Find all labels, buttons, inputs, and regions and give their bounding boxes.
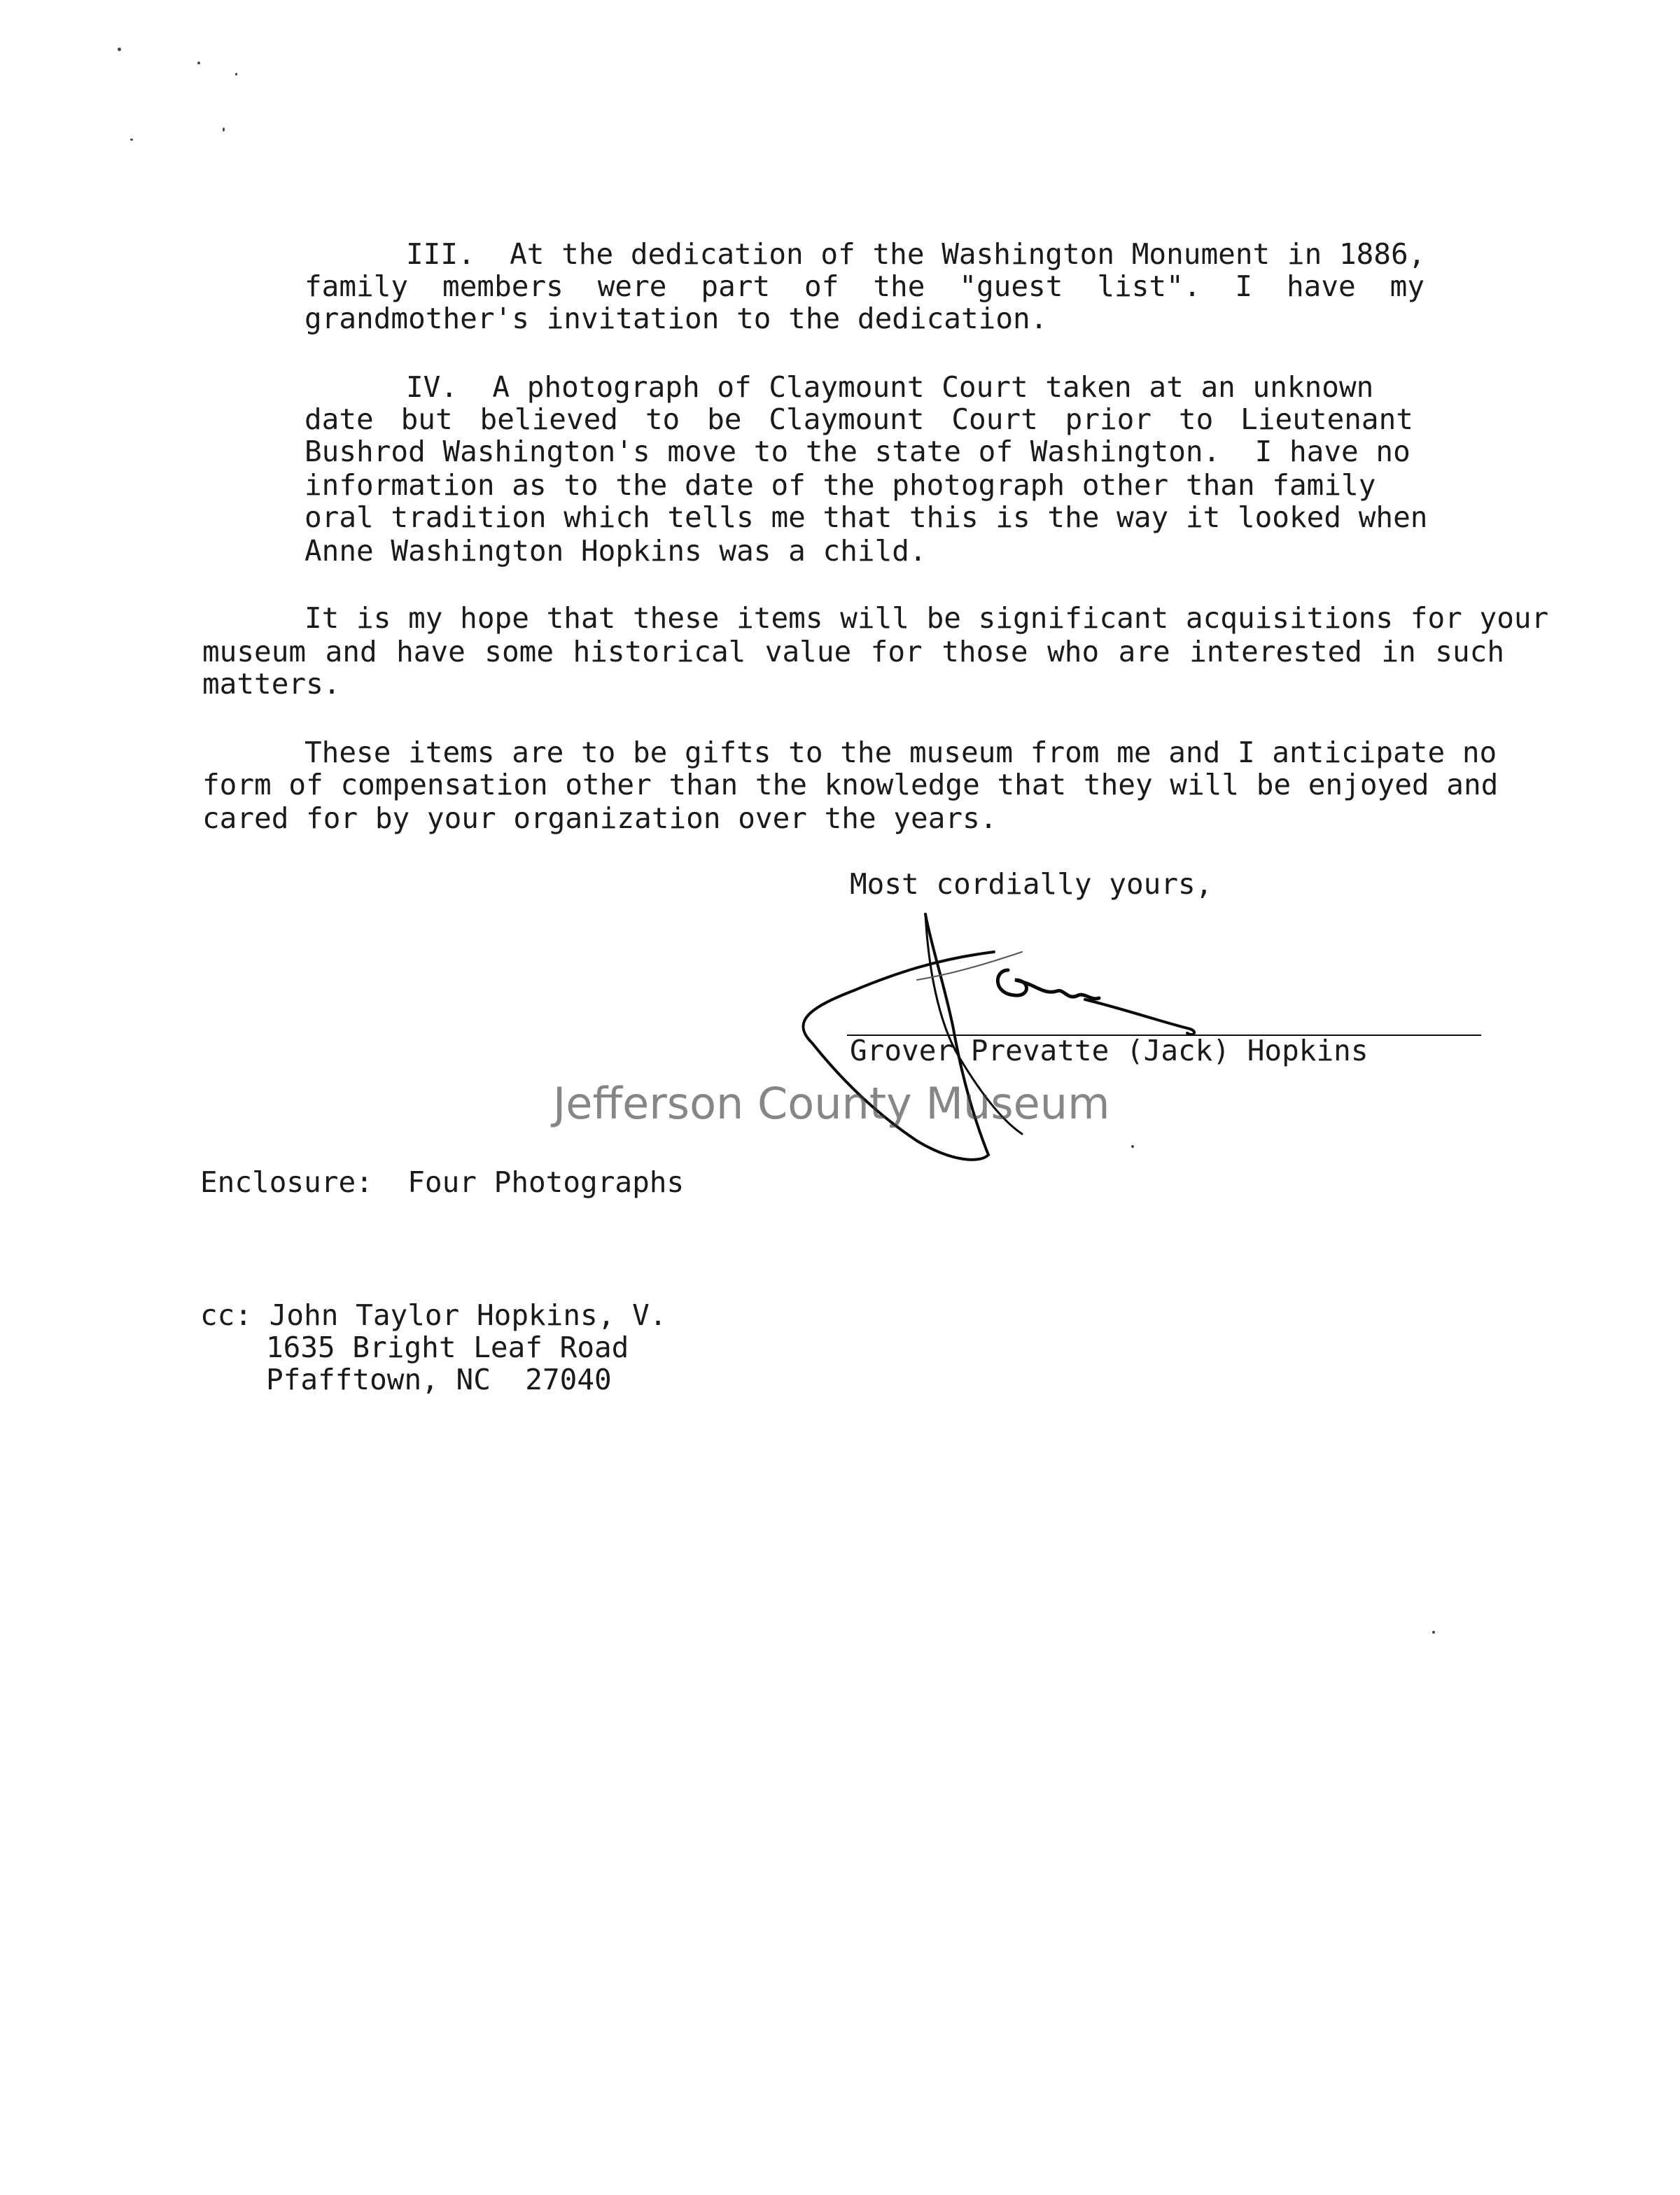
para3-line-2: family members were part of the "guest list". I have my xyxy=(304,269,1424,303)
para3-line-1: III. At the dedication of the Washington Monument in 1886, xyxy=(406,237,1426,271)
para4-line-4: information as to the date of the photograph other than family xyxy=(304,468,1376,502)
para-gifts-line-2: form of compensation other than the knowledge that they will be enjoyed and xyxy=(202,768,1499,801)
handwritten-signature xyxy=(770,903,1260,1183)
para-gifts-line-1: These items are to be gifts to the museum from me and I anticipate no xyxy=(304,736,1497,769)
para4-line-5: oral tradition which tells me that this is the way it looked when xyxy=(304,500,1428,534)
museum-watermark: Jefferson County Museum xyxy=(553,1078,1110,1129)
cc-line-2: 1635 Bright Leaf Road xyxy=(266,1331,629,1364)
para4-line-2: date but believed to be Claymount Court prior to Lieutenant xyxy=(304,402,1413,436)
para4-line-6: Anne Washington Hopkins was a child. xyxy=(304,534,927,568)
para-hope-line-3: matters. xyxy=(202,667,341,701)
para-hope-line-2: museum and have some historical value for those who are interested in such xyxy=(202,635,1504,668)
para-hope-line-1: It is my hope that these items will be significant acquisitions for your xyxy=(304,601,1549,635)
para3-line-3: grandmother's invitation to the dedication. xyxy=(304,302,1048,335)
signer-name: Grover Prevatte (Jack) Hopkins xyxy=(850,1034,1368,1067)
cc-line-1: cc: John Taylor Hopkins, V. xyxy=(200,1298,667,1332)
para-gifts-line-3: cared for by your organization over the years. xyxy=(202,801,997,835)
cc-line-3: Pfafftown, NC 27040 xyxy=(266,1363,612,1396)
enclosure-note: Enclosure: Four Photographs xyxy=(200,1165,685,1199)
para4-line-1: IV. A photograph of Claymount Court taken at an unknown xyxy=(406,370,1374,404)
para4-line-3: Bushrod Washington's move to the state of Washington. I have no xyxy=(304,435,1410,468)
closing: Most cordially yours, xyxy=(850,867,1213,901)
